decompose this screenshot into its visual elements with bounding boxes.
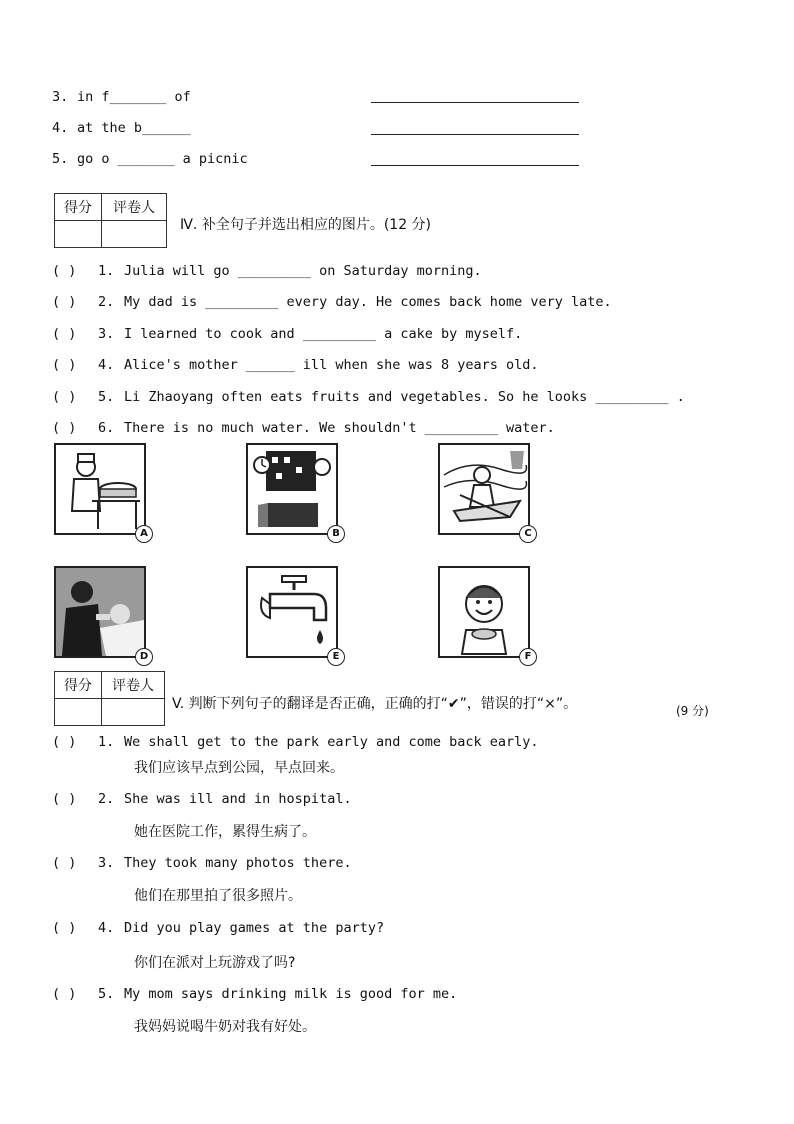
grader-cell[interactable] <box>102 699 165 726</box>
score-box <box>54 193 167 248</box>
english-sentence: My mom says drinking milk is good for me. <box>124 986 458 1002</box>
picture-label: D <box>135 648 153 666</box>
item-number: 5. <box>98 986 115 1002</box>
picture-label: B <box>327 525 345 543</box>
score-label: 得分 <box>55 672 102 699</box>
answer-bracket[interactable]: ( ) <box>52 326 77 342</box>
water-tap-icon <box>246 566 338 658</box>
english-sentence: Did you play games at the party? <box>124 920 385 936</box>
answer-bracket[interactable]: ( ) <box>52 263 77 279</box>
item-number: 1. <box>98 263 115 279</box>
answer-bracket[interactable]: ( ) <box>52 357 77 373</box>
grader-label: 评卷人 <box>102 194 167 221</box>
answer-bracket[interactable]: ( ) <box>52 420 77 436</box>
night-work-icon <box>246 443 338 535</box>
english-sentence: We shall get to the park early and come back early. <box>124 734 539 750</box>
score-label: 得分 <box>55 194 102 221</box>
item-text: My dad is _________ every day. He comes back home very late. <box>124 294 612 310</box>
item-text: There is no much water. We shouldn't _________ water. <box>124 420 555 436</box>
answer-line[interactable] <box>371 102 579 103</box>
chinese-translation: 我妈妈说喝牛奶对我有好处。 <box>134 1019 316 1035</box>
baker-cake-icon <box>54 443 146 535</box>
item-text: I learned to cook and _________ a cake by myself. <box>124 326 523 342</box>
answer-bracket[interactable]: ( ) <box>52 294 77 310</box>
chinese-translation: 她在医院工作，累得生病了。 <box>134 824 316 840</box>
item-number: 4. <box>52 120 69 136</box>
item-number: 3. <box>98 326 115 342</box>
item-number: 5. <box>52 151 69 167</box>
item-number: 4. <box>98 920 115 936</box>
item-text: Alice's mother ______ ill when she was 8 years old. <box>124 357 539 373</box>
grader-label: 评卷人 <box>102 672 165 699</box>
answer-line[interactable] <box>371 134 579 135</box>
picture-label: E <box>327 648 345 666</box>
item-text: in f_______ of <box>77 89 191 105</box>
answer-bracket[interactable]: ( ) <box>52 920 77 936</box>
item-number: 1. <box>98 734 115 750</box>
picture-label: A <box>135 525 153 543</box>
score-cell[interactable] <box>55 699 102 726</box>
picture-label: C <box>519 525 537 543</box>
answer-bracket[interactable]: ( ) <box>52 734 77 750</box>
score-box <box>54 671 165 726</box>
item-number: 3. <box>52 89 69 105</box>
item-text: at the b______ <box>77 120 191 136</box>
section5-score: (9 分) <box>676 704 709 718</box>
answer-bracket[interactable]: ( ) <box>52 389 77 405</box>
chinese-translation: 我们应该早点到公园，早点回来。 <box>134 760 344 776</box>
answer-bracket[interactable]: ( ) <box>52 791 77 807</box>
boating-girl-icon <box>438 443 530 535</box>
item-text: Li Zhaoyang often eats fruits and vegetables. So he looks _________ . <box>124 389 685 405</box>
score-cell[interactable] <box>55 221 102 248</box>
item-number: 2. <box>98 791 115 807</box>
grader-cell[interactable] <box>102 221 167 248</box>
english-sentence: They took many photos there. <box>124 855 352 871</box>
item-text: Julia will go _________ on Saturday morning. <box>124 263 482 279</box>
item-number: 3. <box>98 855 115 871</box>
chinese-translation: 他们在那里拍了很多照片。 <box>134 888 302 904</box>
english-sentence: She was ill and in hospital. <box>124 791 352 807</box>
answer-bracket[interactable]: ( ) <box>52 986 77 1002</box>
item-number: 2. <box>98 294 115 310</box>
item-number: 5. <box>98 389 115 405</box>
section4-title: Ⅳ. 补全句子并选出相应的图片。(12 分) <box>180 217 432 233</box>
chinese-translation: 你们在派对上玩游戏了吗? <box>134 955 296 971</box>
healthy-boy-icon <box>438 566 530 658</box>
item-number: 4. <box>98 357 115 373</box>
answer-bracket[interactable]: ( ) <box>52 855 77 871</box>
item-number: 6. <box>98 420 115 436</box>
picture-label: F <box>519 648 537 666</box>
section5-title: V. 判断下列句子的翻译是否正确，正确的打“✔”，错误的打“×”。 <box>172 696 578 712</box>
item-text: go o _______ a picnic <box>77 151 248 167</box>
answer-line[interactable] <box>371 165 579 166</box>
caring-mother-photo <box>54 566 146 658</box>
